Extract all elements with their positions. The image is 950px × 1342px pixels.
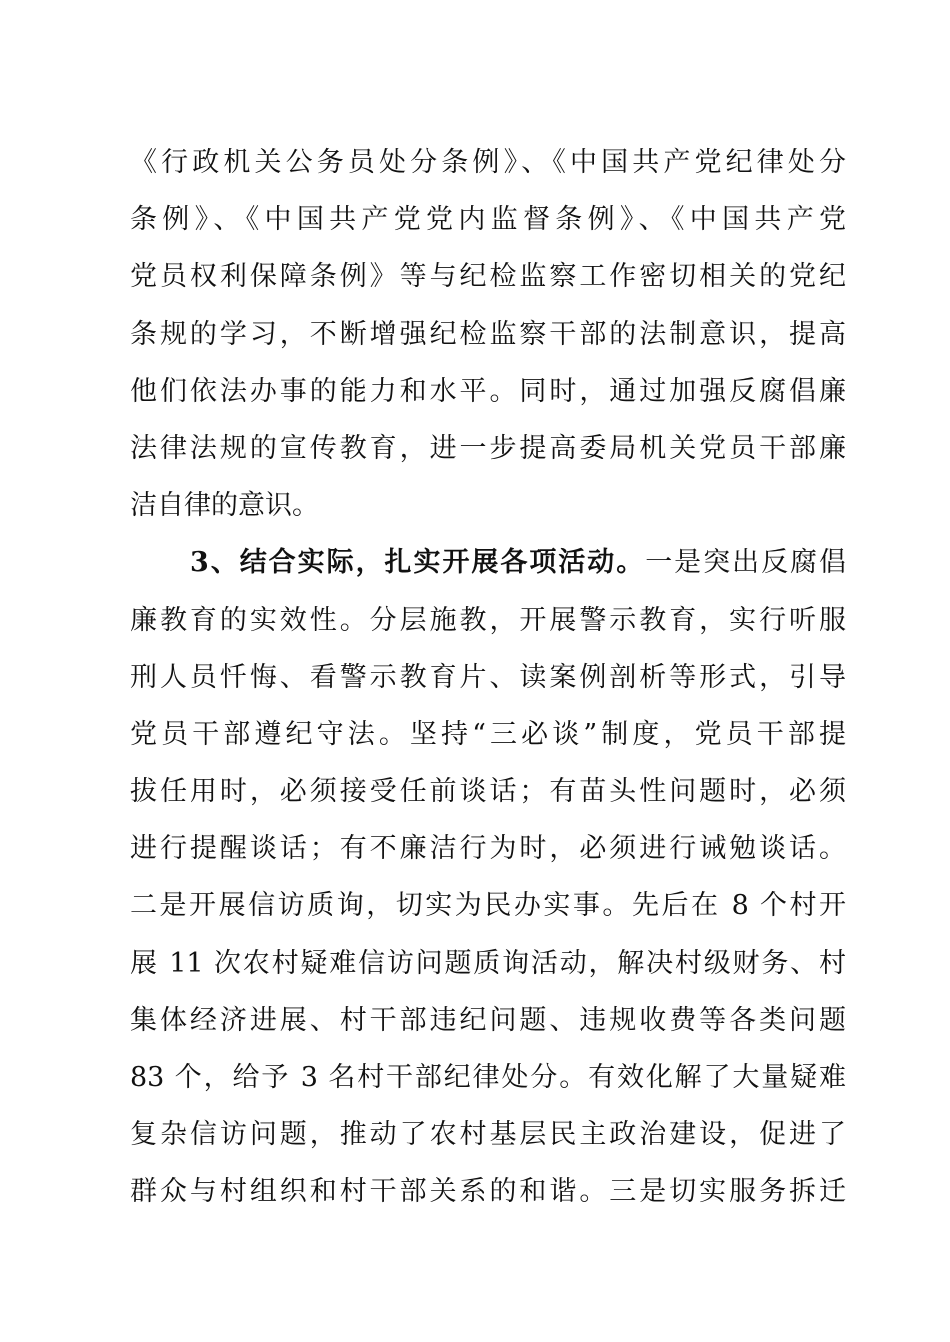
text-line: 刑人员忏悔、看警示教育片、读案例剖析等形式，引导: [130, 661, 846, 693]
section-3-first-line-rest: 一是突出反腐倡: [645, 547, 847, 579]
text-line: 条规的学习，不断增强纪检监察干部的法制意识，提高: [130, 318, 846, 350]
text-line: 拔任用时，必须接受任前谈话；有苗头性问题时，必须: [130, 776, 846, 808]
text-line: 党员权利保障条例》等与纪检监察工作密切相关的党纪: [130, 261, 846, 293]
section-3-first-line: [130, 534, 846, 591]
text-line: 复杂信访问题，推动了农村基层民主政治建设，促进了: [130, 1119, 846, 1151]
text-line: 进行提醒谈话；有不廉洁行为时，必须进行诫勉谈话。: [130, 833, 846, 865]
text-line: 83 个，给予 3 名村干部纪律处分。有效化解了大量疑难: [130, 1062, 846, 1093]
text-line: 展 11 次农村疑难信访问题质询活动，解决村级财务、村: [130, 947, 846, 979]
text-line: 集体经济进展、村干部违纪问题、违规收费等各类问题: [130, 1004, 846, 1036]
section-3-heading: 3、结合实际，扎实开展各项活动。: [190, 547, 646, 579]
body-text: [130, 134, 846, 1221]
text-line: 党员干部遵纪守法。坚持“三必谈”制度，党员干部提: [130, 718, 846, 750]
text-line: 《行政机关公务员处分条例》、《中国共产党纪律处分: [130, 147, 846, 178]
text-line: 廉教育的实效性。分层施教，开展警示教育，实行听服: [130, 604, 846, 636]
text-line: 他们依法办事的能力和水平。同时，通过加强反腐倡廉: [130, 375, 846, 407]
text-line: 二是开展信访质询，切实为民办实事。先后在 8 个村开: [130, 890, 846, 922]
text-line: 洁自律的意识。: [130, 490, 319, 522]
text-line: 条例》、《中国共产党党内监督条例》、《中国共产党: [130, 204, 846, 236]
text-line: 群众与村组织和村干部关系的和谐。三是切实服务拆迁: [130, 1176, 846, 1208]
text-line: 法律法规的宣传教育，进一步提高委局机关党员干部廉: [130, 432, 846, 464]
